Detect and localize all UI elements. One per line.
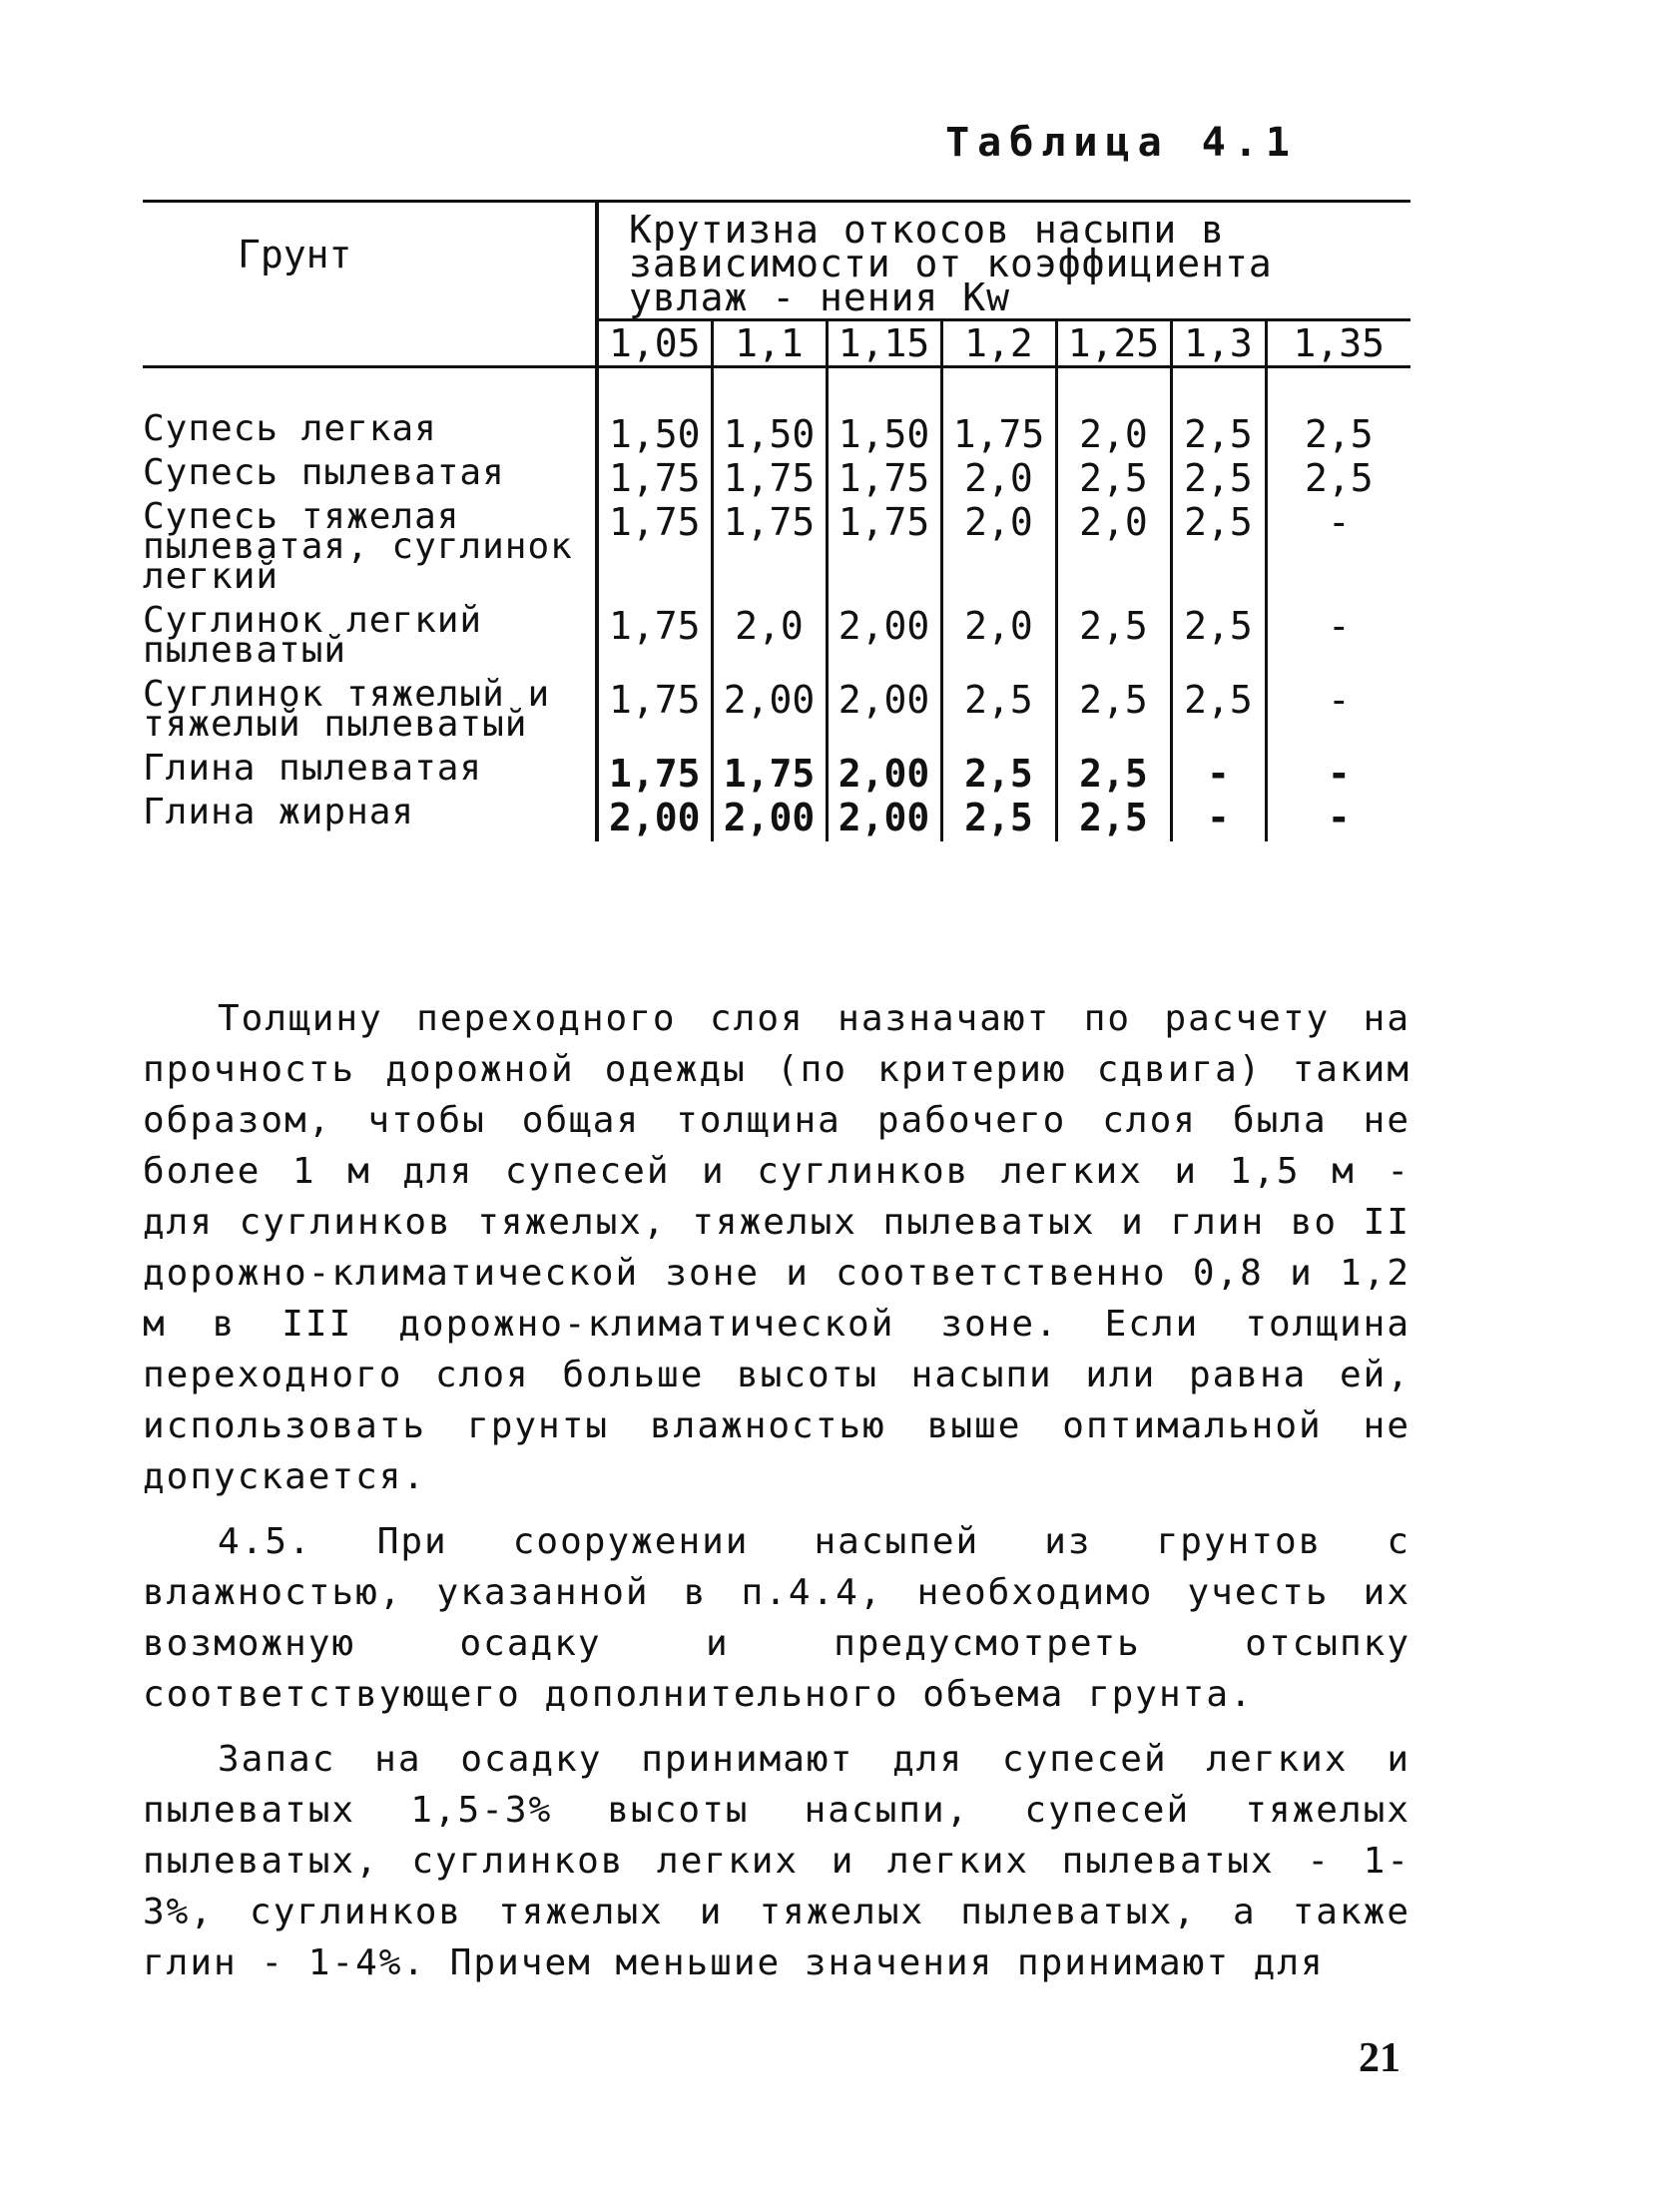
slope-value: 1,50: [712, 414, 827, 458]
table-caption: Таблица 4.1: [945, 120, 1298, 166]
slope-value: 2,0: [1056, 502, 1171, 606]
table-row: [143, 606, 1410, 680]
table-row: [143, 680, 1410, 754]
soil-name: Супесь легкая: [143, 414, 597, 458]
slope-value: -: [1327, 678, 1351, 722]
paragraph: Запас на осадку принимают для супесей легких и пылеватых 1,5-3% высоты насыпи, супесей тяжелых пылеватых, суглинков легких и легких пылеватых - 1-3%, суглинков тяжелых и тяжелых пылеватых, а также глин - 1-4%. Причем меньшие значения принимают для: [143, 1739, 1410, 1983]
slope-value: 1,50: [827, 414, 941, 458]
slope-value: 1,75: [827, 502, 941, 606]
slope-value: 1,75: [597, 606, 712, 680]
slope-value: 1,75: [597, 754, 712, 798]
slope-value: 1,75: [712, 458, 827, 502]
kw-header: 1,3: [1171, 320, 1266, 367]
slope-group-header: Крутизна откосов насыпи в зависимости от коэффициента увлаж - нения Kw: [597, 202, 1410, 320]
kw-header: 1,2: [941, 320, 1056, 367]
slope-value: 2,5: [941, 798, 1056, 841]
slope-value: 2,00: [712, 798, 827, 841]
slope-value: -: [1327, 500, 1351, 544]
slope-value: 2,5: [1056, 754, 1171, 798]
slope-value: 2,0: [941, 606, 1056, 680]
slope-value: 1,75: [597, 680, 712, 754]
body-text: [143, 993, 1410, 2002]
slope-value: 2,5: [1171, 502, 1266, 606]
kw-header: 1,35: [1266, 320, 1410, 367]
slope-value: 2,00: [597, 798, 712, 841]
paragraph: Толщину переходного слоя назначают по расчету на прочность дорожной одежды (по критерию сдвига) таким образом, чтобы общая толщина рабочего слоя была не более 1 м для супесей и суглинков легких и 1,5 м - для суглинков тяжелых, тяжелых пылеватых и глин во II дорожно-климатической зоне и соответственно 0,8 и 1,2 м в III дорожно-климатической зоне. Если толщина переходного слоя больше высоты насыпи или равна ей, использовать грунты влажностью выше оптимальной не допускается.: [143, 998, 1410, 1497]
slope-value: 2,0: [712, 606, 827, 680]
table-spacer: [143, 367, 1410, 415]
slope-value: 1,75: [712, 502, 827, 606]
slope-value: 2,00: [827, 798, 941, 841]
soil-name: Глина пылеватая: [143, 754, 597, 798]
slope-value: 2,5: [1056, 458, 1171, 502]
soil-column-header: Грунт: [143, 202, 597, 367]
soil-name: Суглинок тяжелый и тяжелый пылеватый: [143, 680, 597, 754]
slope-value: 2,5: [1171, 414, 1266, 458]
slope-value: 2,0: [1056, 414, 1171, 458]
slope-value: -: [1171, 754, 1266, 798]
kw-header: 1,05: [597, 320, 712, 367]
slope-value: 2,5: [1171, 458, 1266, 502]
slope-value: -: [1327, 796, 1351, 839]
slope-value: 2,5: [1056, 798, 1171, 841]
slope-value: -: [1171, 798, 1266, 841]
slope-value: -: [1327, 604, 1351, 648]
slope-value: 2,00: [827, 680, 941, 754]
soil-name: Супесь пылеватая: [143, 458, 597, 502]
slope-value: 2,00: [712, 680, 827, 754]
slope-value: 2,0: [941, 502, 1056, 606]
slope-value: 1,75: [941, 414, 1056, 458]
slope-value: 2,0: [941, 458, 1056, 502]
kw-header: 1,15: [827, 320, 941, 367]
slope-value: 1,75: [827, 458, 941, 502]
soil-name: Супесь тяжелая пылеватая, суглинок легкий: [143, 502, 597, 606]
page-number: 21: [1359, 2035, 1400, 2081]
slope-value: 1,50: [597, 414, 712, 458]
soil-name: Глина жирная: [143, 798, 597, 841]
slope-value: 2,5: [1171, 606, 1266, 680]
kw-header: 1,25: [1056, 320, 1171, 367]
slope-value: -: [1327, 752, 1351, 796]
slope-value: 2,5: [941, 680, 1056, 754]
soil-name: Суглинок легкий пылеватый: [143, 606, 597, 680]
slope-value: 2,5: [1171, 680, 1266, 754]
kw-header: 1,1: [712, 320, 827, 367]
slope-value: 1,75: [597, 458, 712, 502]
slope-value: 2,00: [827, 754, 941, 798]
table-row: [143, 798, 1410, 841]
slope-value: 1,75: [712, 754, 827, 798]
slope-table-container: [143, 200, 1410, 841]
slope-table: [143, 200, 1410, 841]
slope-value: 2,5: [1056, 606, 1171, 680]
slope-value: 2,5: [1304, 412, 1374, 456]
slope-value: 2,5: [1056, 680, 1171, 754]
table-row: [143, 502, 1410, 606]
slope-value: 2,5: [1304, 456, 1374, 500]
paragraph: 4.5. При сооружении насыпей из грунтов с влажностью, указанной в п.4.4, необходимо учесть их возможную осадку и предусмотреть отсыпку соответствующего дополнительного объема грунта.: [143, 1521, 1410, 1715]
slope-value: 2,00: [827, 606, 941, 680]
slope-value: 1,75: [597, 502, 712, 606]
slope-value: 2,5: [941, 754, 1056, 798]
